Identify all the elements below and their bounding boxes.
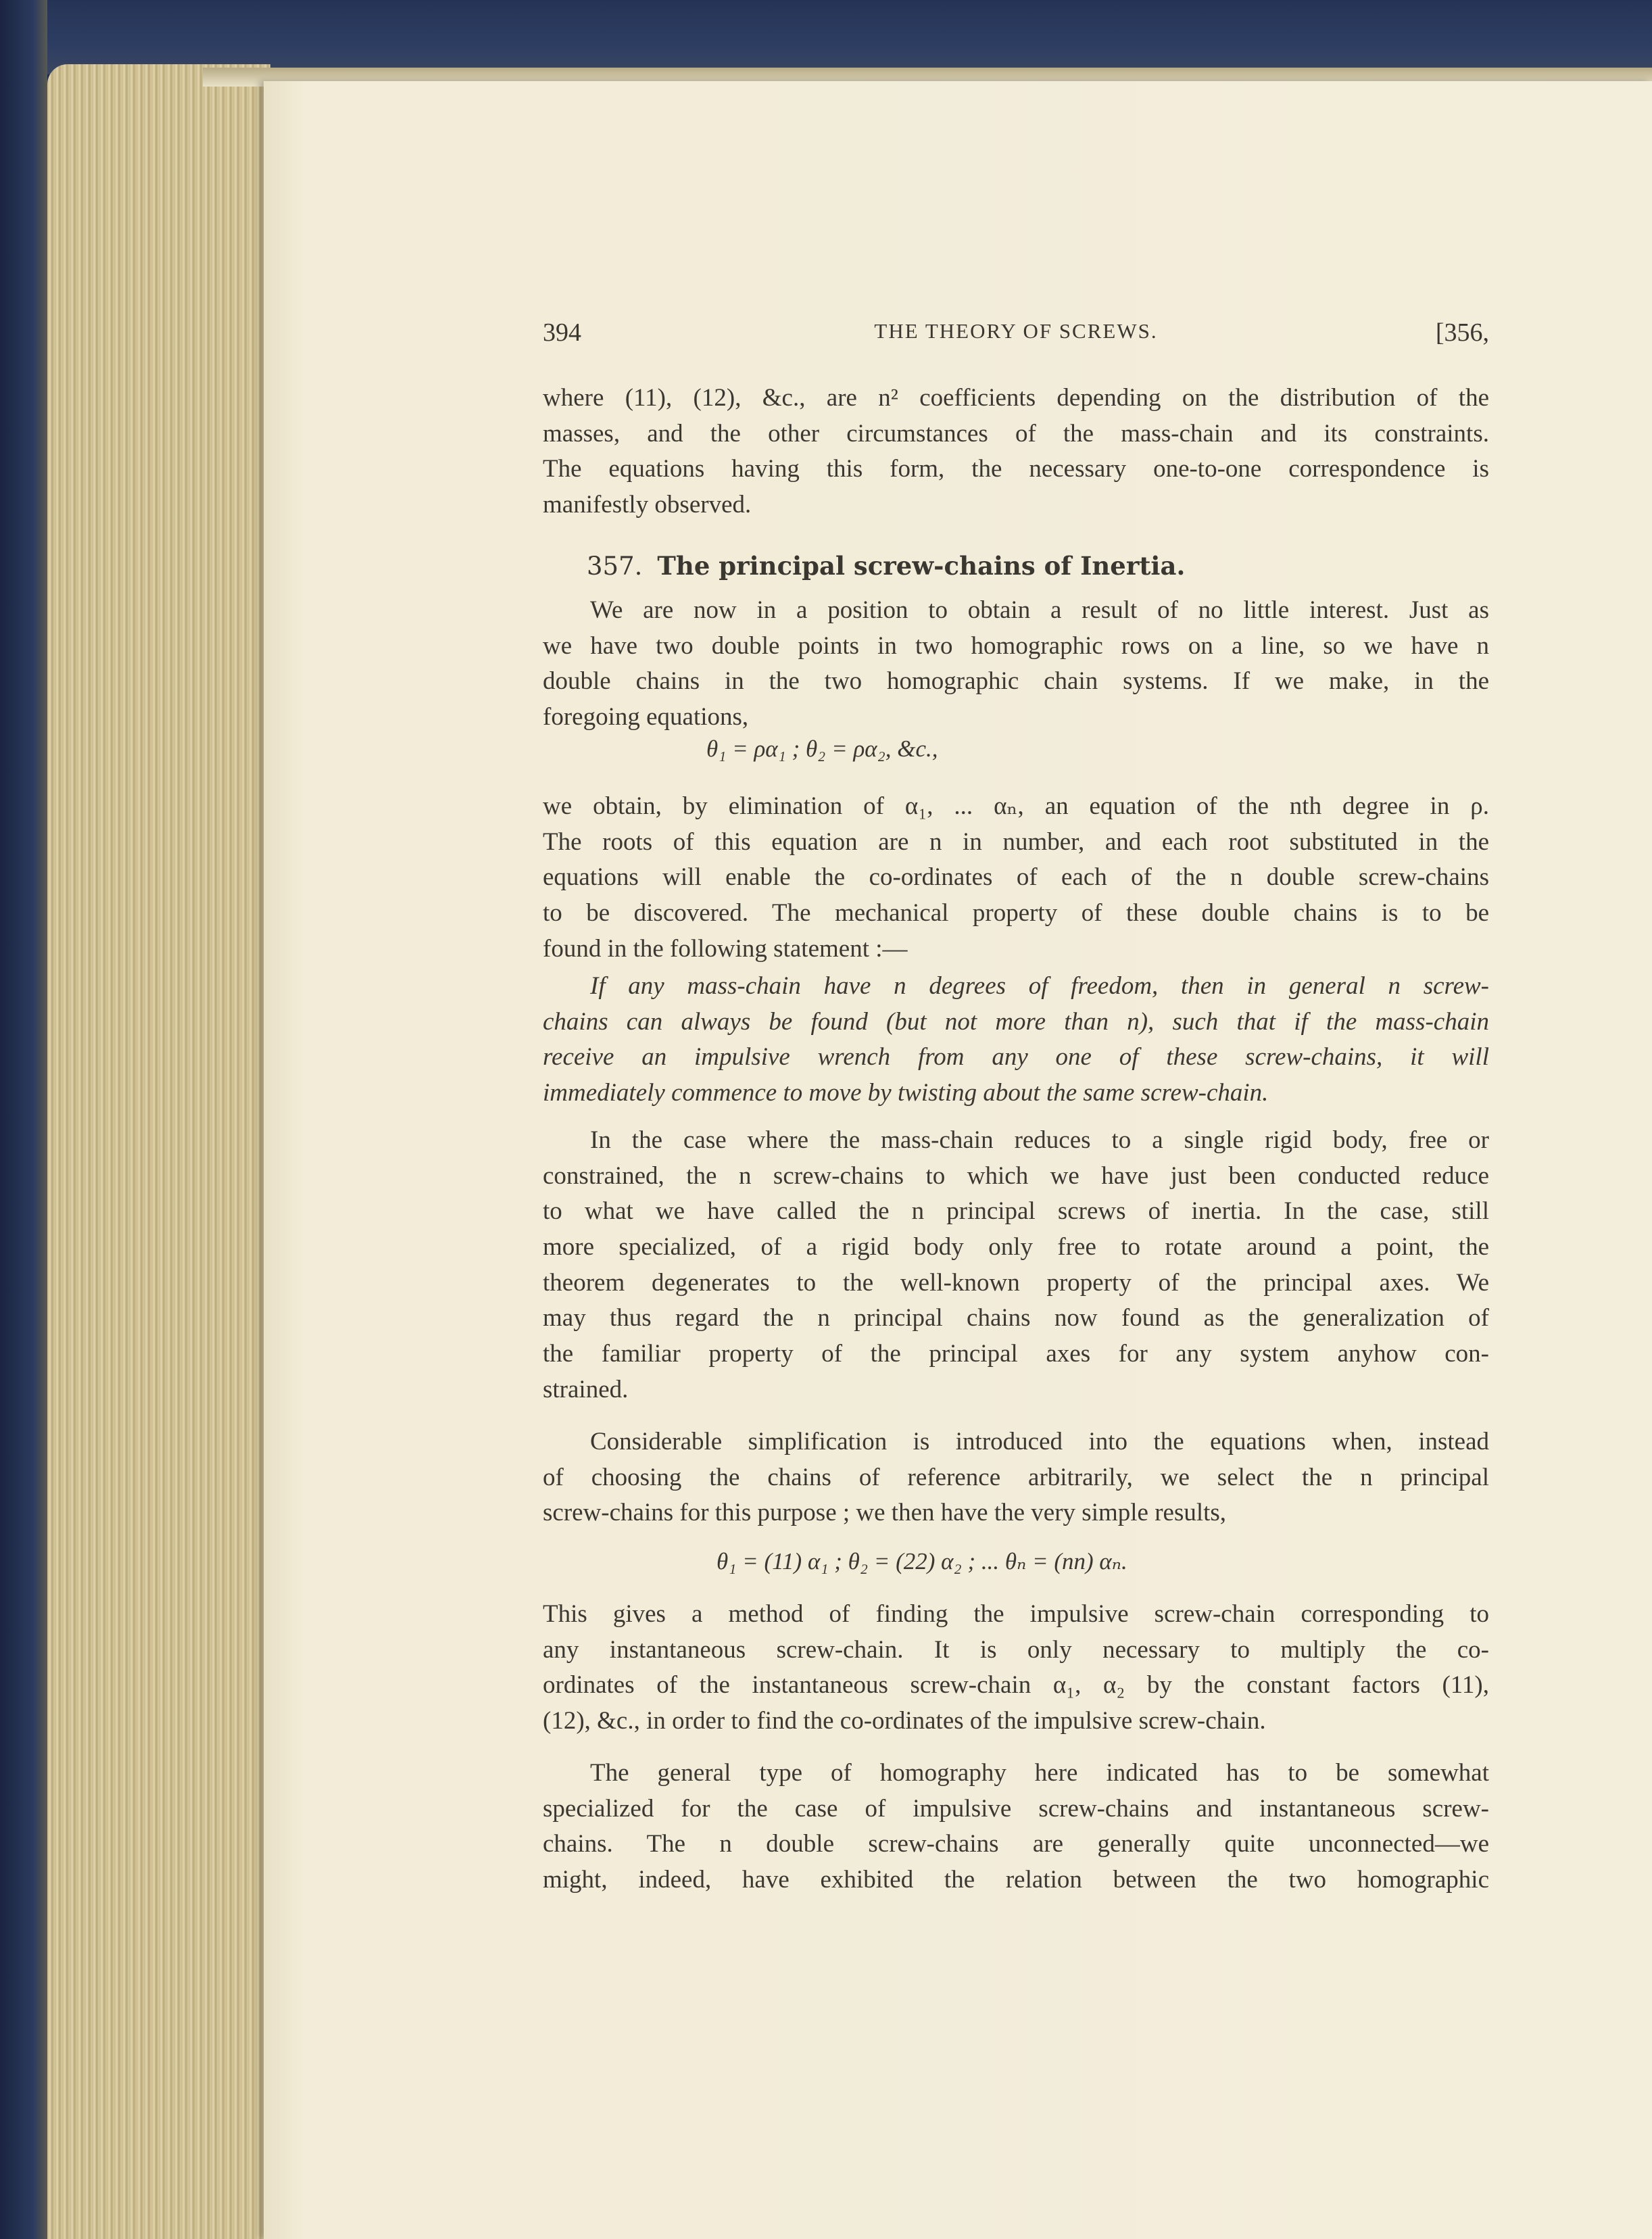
running-title: THE THEORY OF SCREWS.: [874, 319, 1158, 343]
text-line: If any mass-chain have n degrees of freedom, then in general n screw-: [590, 972, 1489, 1000]
text-line: found in the following statement :—: [543, 934, 908, 963]
paragraph-2: [543, 593, 1489, 736]
text-line: chains. The n double screw-chains are generally quite unconnected—we: [543, 1830, 1489, 1858]
text-line: chains can always be found (but not more than n), such that if the mass-chain: [543, 1007, 1489, 1036]
text-line: to be discovered. The mechanical property of these double chains is to be: [543, 899, 1489, 928]
text-line: of choosing the chains of reference arbitrarily, we select the n principal: [543, 1463, 1489, 1491]
equation-1: θ₁ = ρα₁ ; θ₂ = ρα₂, &c.,: [706, 736, 938, 762]
running-header: [543, 318, 1489, 358]
text-line: We are now in a position to obtain a result of no little interest. Just as: [590, 596, 1489, 624]
paragraph-1: [543, 381, 1489, 523]
text-line: The general type of homography here indicated has to be somewhat: [590, 1759, 1489, 1787]
text-line: The roots of this equation are n in number, and each root substituted in the: [543, 827, 1489, 856]
section-number: 357.: [587, 552, 643, 581]
text-line: strained.: [543, 1375, 629, 1403]
section-title: The principal screw-chains of Inertia.: [657, 551, 1186, 581]
text-line: where (11), (12), &c., are n² coefficients depending on the distribution of the: [543, 384, 1489, 412]
text-line: the familiar property of the principal axes for any system anyhow con-: [543, 1340, 1489, 1368]
text-line: constrained, the n screw-chains to which we have just been conducted reduce: [543, 1161, 1489, 1190]
paragraph-7: [543, 1756, 1489, 1898]
paragraph-6: [543, 1597, 1489, 1739]
text-line: Considerable simplification is introduced into the equations when, instead: [590, 1428, 1489, 1455]
page-number: 394: [543, 318, 581, 347]
text-line: more specialized, of a rigid body only free to rotate around a point, the: [543, 1233, 1489, 1261]
text-line: to what we have called the n principal screws of inertia. In the case, still: [543, 1197, 1489, 1226]
paragraph-3: [543, 789, 1489, 967]
text-line: any instantaneous screw-chain. It is only necessary to multiply the co-: [543, 1635, 1489, 1664]
text-line: The equations having this form, the necessary one-to-one correspondence is: [543, 455, 1489, 483]
text-line: This gives a method of finding the impulsive screw-chain corresponding to: [543, 1600, 1489, 1628]
text-line: In the case where the mass-chain reduces to a single rigid body, free or: [590, 1126, 1489, 1154]
text-line: receive an impulsive wrench from any one of these screw-chains, it will: [543, 1043, 1489, 1072]
text-line: screw-chains for this purpose ; we then have the very simple results,: [543, 1499, 1227, 1527]
equation-2: θ₁ = (11) α₁ ; θ₂ = (22) α₂ ; ... θₙ = (nn) αₙ.: [716, 1548, 1127, 1574]
paragraph-4: [543, 1123, 1489, 1408]
page-edges: [47, 64, 270, 2239]
text-line: we obtain, by elimination of α₁, ... αₙ, an equation of the nth degree in ρ.: [543, 792, 1489, 820]
section-reference: [356,: [1435, 318, 1489, 347]
text-line: specialized for the case of impulsive screw-chains and instantaneous screw-: [543, 1794, 1489, 1823]
text-line: masses, and the other circumstances of the mass-chain and its constraints.: [543, 419, 1489, 448]
book-cover-spine: [0, 0, 47, 2239]
text-line: might, indeed, have exhibited the relation between the two homographic: [543, 1866, 1489, 1894]
section-heading: [587, 551, 1185, 581]
text-line: we have two double points in two homographic rows on a line, so we have n: [543, 631, 1489, 660]
text-line: (12), &c., in order to find the co-ordinates of the impulsive screw-chain.: [543, 1707, 1266, 1735]
text-line: ordinates of the instantaneous screw-chain α₁, α₂ by the constant factors (11),: [543, 1671, 1489, 1700]
book-cover-top: [0, 0, 1652, 74]
text-line: may thus regard the n principal chains now found as the generalization of: [543, 1304, 1489, 1332]
text-line: manifestly observed.: [543, 491, 752, 519]
text-line: equations will enable the co-ordinates of each of the n double screw-chains: [543, 863, 1489, 892]
text-line: theorem degenerates to the well-known property of the principal axes. We: [543, 1268, 1489, 1297]
text-line: immediately commence to move by twisting about the same screw-chain.: [543, 1079, 1269, 1107]
text-line: foregoing equations,: [543, 703, 749, 731]
theorem-statement: [543, 969, 1489, 1111]
text-line: double chains in the two homographic chain systems. If we make, in the: [543, 667, 1489, 696]
paragraph-5: [543, 1424, 1489, 1531]
